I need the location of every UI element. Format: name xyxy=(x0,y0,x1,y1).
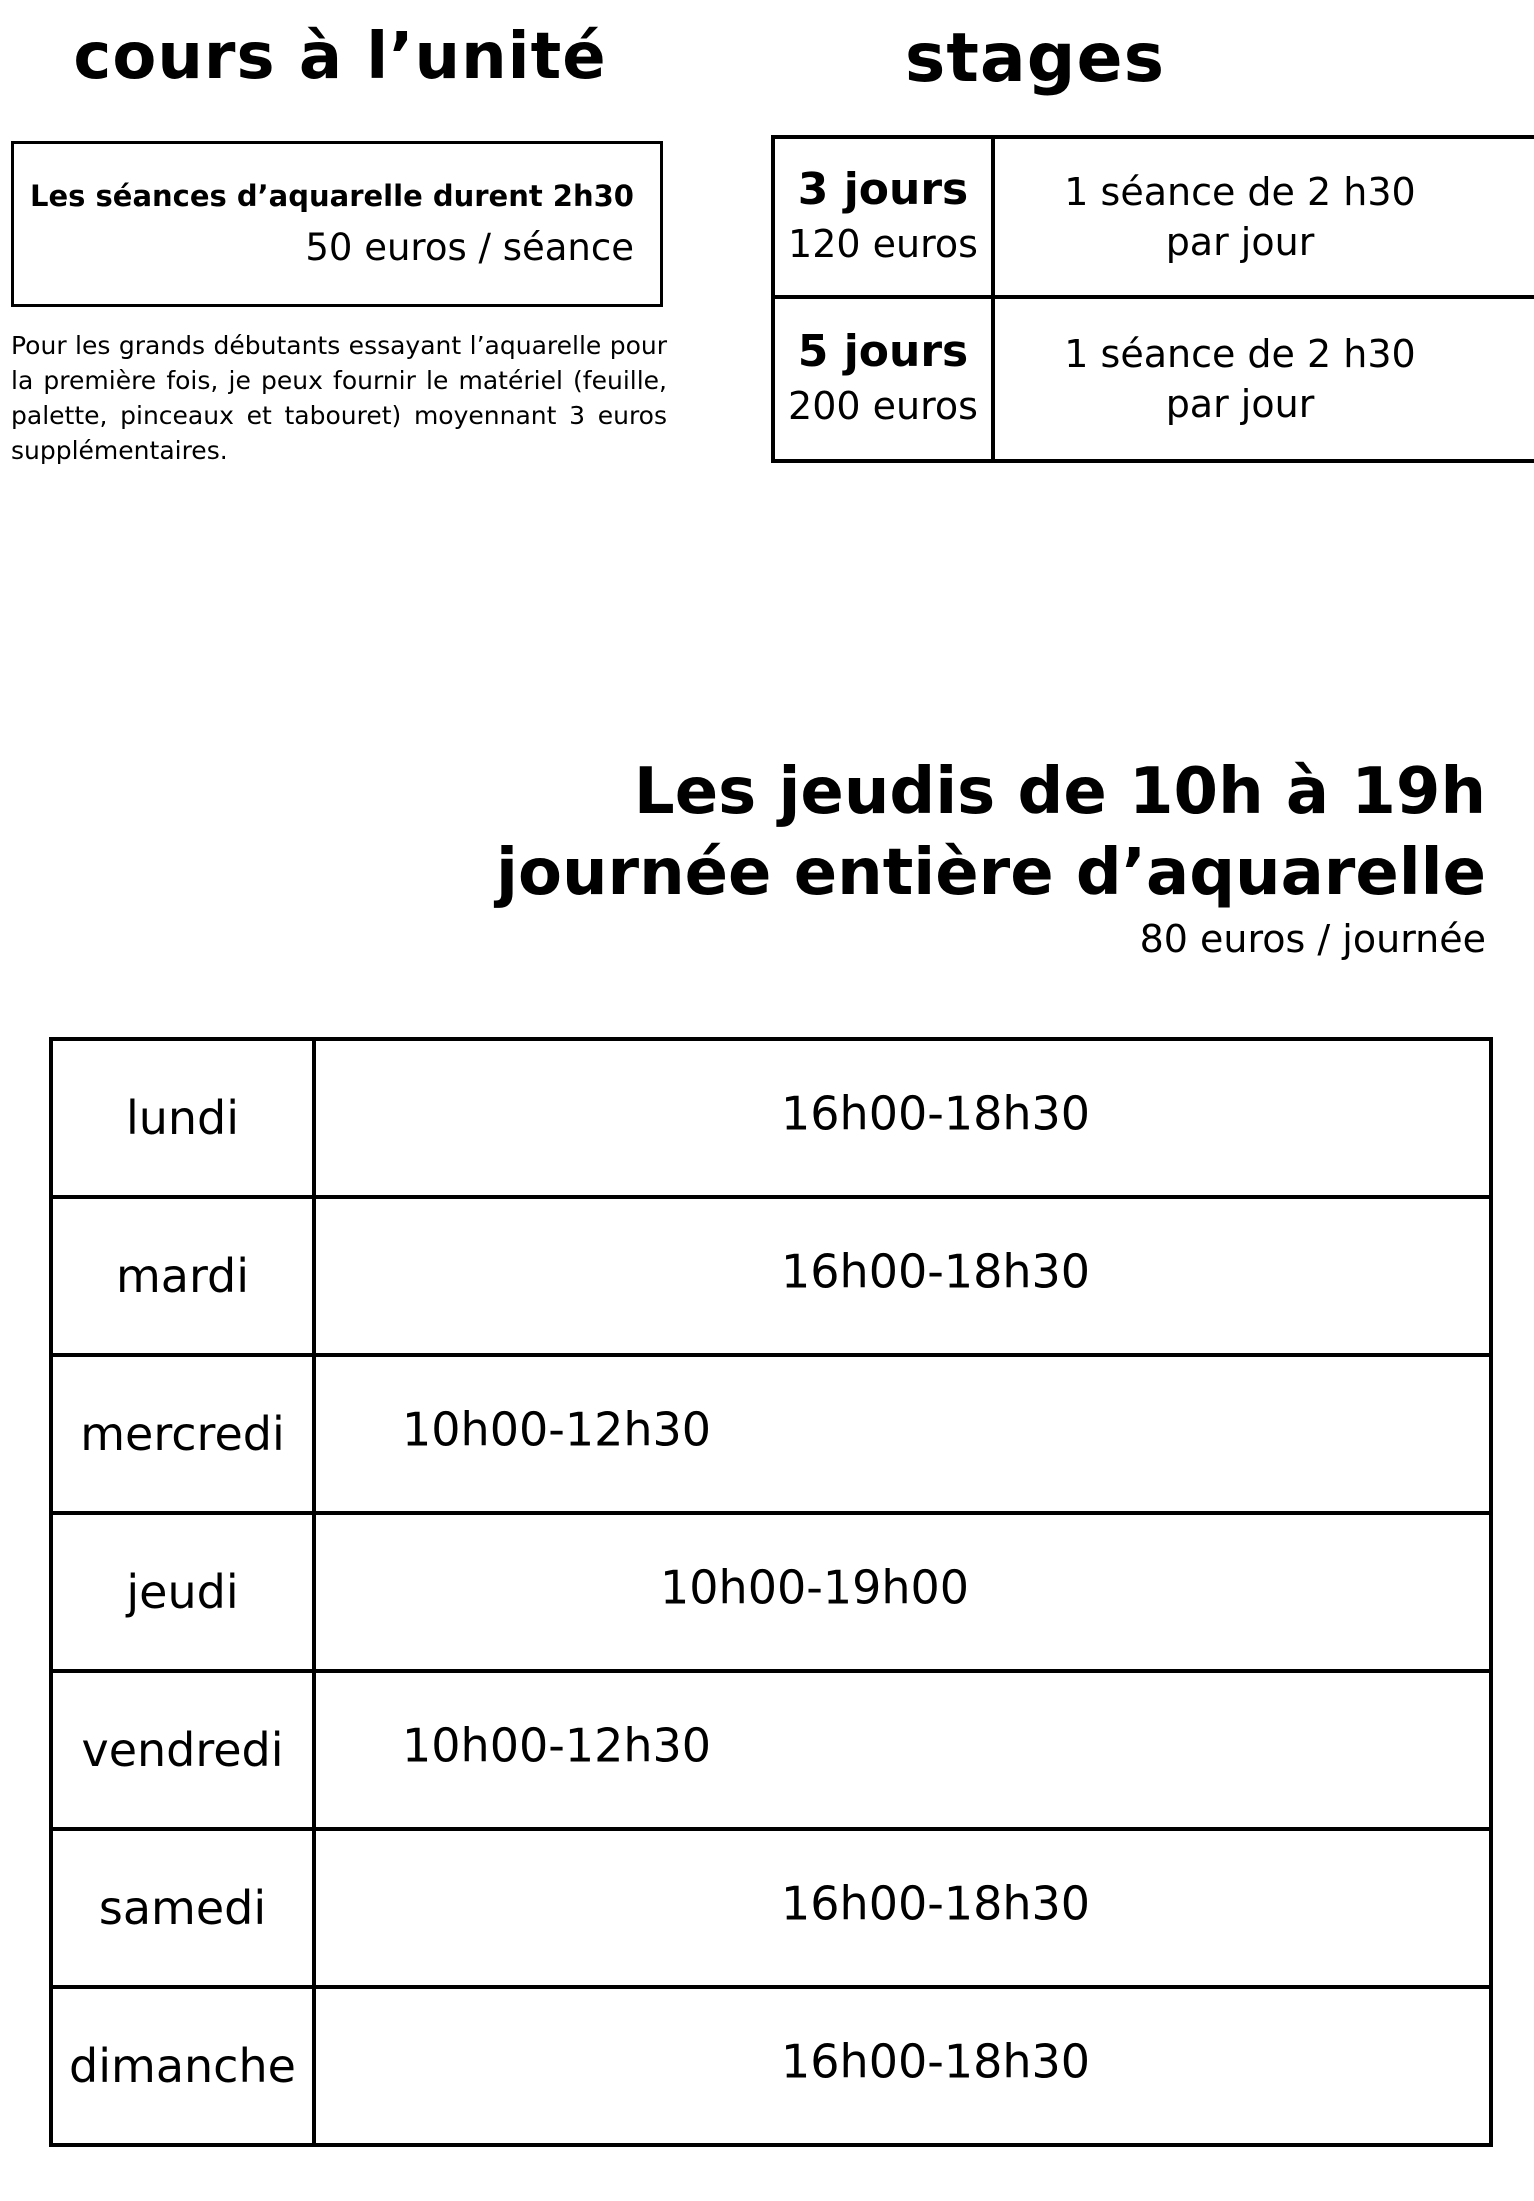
stages-table xyxy=(771,135,1534,463)
schedule-row xyxy=(51,1829,1491,1987)
stage-description-cell xyxy=(993,137,1534,297)
stage-desc-line2: par jour xyxy=(1165,382,1315,426)
schedule-slot-cell xyxy=(314,1987,1491,2145)
schedule-slot-cell xyxy=(314,1671,1491,1829)
cours-beginner-note: Pour les grands débutants essayant l’aquarelle pour la première fois, je peux fournir le matériel (feuille, palette, pinceaux et tabouret) moyennant 3 euros supplémentaires. xyxy=(11,331,667,465)
cours-price-box xyxy=(11,141,663,307)
schedule-row xyxy=(51,1039,1491,1197)
schedule-slot-cell xyxy=(314,1197,1491,1355)
schedule-slot-cell xyxy=(314,1829,1491,1987)
schedule-day: mardi xyxy=(51,1197,314,1355)
schedule-row xyxy=(51,1355,1491,1513)
stage-duration-cell xyxy=(773,137,993,297)
schedule-day: lundi xyxy=(51,1039,314,1197)
schedule-hours: 16h00-18h30 xyxy=(781,1244,1091,1299)
cours-title: cours à l’unité xyxy=(73,20,607,94)
schedule-row xyxy=(51,1671,1491,1829)
schedule-hours: 10h00-12h30 xyxy=(402,1402,712,1457)
stage-name: 3 jours xyxy=(797,163,969,215)
schedule-day: dimanche xyxy=(51,1987,314,2145)
stage-duration-cell xyxy=(773,297,993,461)
stage-desc-line1: 1 séance de 2 h30 xyxy=(1064,170,1416,214)
stage-price: 120 euros xyxy=(788,221,978,266)
stage-desc-line1: 1 séance de 2 h30 xyxy=(1064,332,1416,376)
schedule-row xyxy=(51,1513,1491,1671)
schedule-hours: 10h00-12h30 xyxy=(402,1718,712,1773)
stage-row xyxy=(773,297,1534,461)
thursday-heading-line1: Les jeudis de 10h à 19h xyxy=(633,755,1486,829)
schedule-row xyxy=(51,1987,1491,2145)
cours-duration-text: Les séances d’aquarelle durent 2h30 xyxy=(30,179,634,213)
schedule-hours: 16h00-18h30 xyxy=(781,2034,1091,2089)
weekly-schedule-table xyxy=(49,1037,1493,2147)
thursday-offer xyxy=(386,752,1486,964)
schedule-slot-cell xyxy=(314,1513,1491,1671)
stage-desc-line2: par jour xyxy=(1165,220,1315,264)
stage-price: 200 euros xyxy=(788,383,978,428)
schedule-day: mercredi xyxy=(51,1355,314,1513)
schedule-slot-cell xyxy=(314,1355,1491,1513)
schedule-slot-cell xyxy=(314,1039,1491,1197)
schedule-row xyxy=(51,1197,1491,1355)
stage-description-cell xyxy=(993,297,1534,461)
schedule-hours: 16h00-18h30 xyxy=(781,1876,1091,1931)
cours-price-text: 50 euros / séance xyxy=(305,226,634,270)
schedule-hours: 16h00-18h30 xyxy=(781,1086,1091,1141)
stage-name: 5 jours xyxy=(797,325,969,377)
stages-title: stages xyxy=(904,19,1166,98)
schedule-day: samedi xyxy=(51,1829,314,1987)
thursday-price: 80 euros / journée xyxy=(1139,917,1486,961)
thursday-heading-line2: journée entière d’aquarelle xyxy=(496,836,1486,910)
stage-row xyxy=(773,137,1534,297)
schedule-day: jeudi xyxy=(51,1513,314,1671)
schedule-hours: 10h00-19h00 xyxy=(660,1560,970,1615)
schedule-day: vendredi xyxy=(51,1671,314,1829)
